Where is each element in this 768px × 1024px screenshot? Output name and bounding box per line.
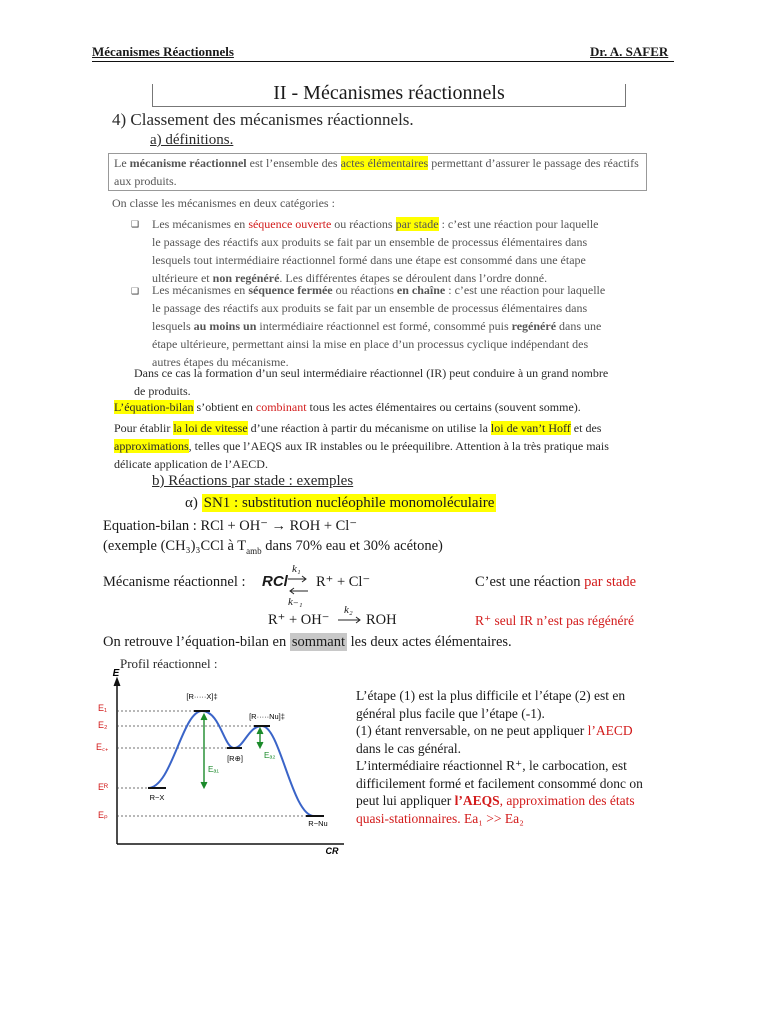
header-right: Dr. A. SAFER — [590, 44, 669, 59]
reaction-curve — [148, 711, 314, 816]
rate-constant-k1: k₁ — [292, 563, 301, 575]
level-er: Eᴿ — [98, 782, 109, 792]
chain-note: Dans ce cas la formation d’un seul intermédiaire réactionnel (IR) peut conduire à un grand nombre de produits. — [134, 366, 609, 398]
section-title: II - Mécanismes réactionnels — [273, 82, 505, 104]
step1-note: C’est une réaction par stade — [475, 574, 637, 590]
intermediate-label: [R⊕] — [227, 754, 243, 763]
sn1-heading: α) SN1 : substitution nucléophile monomoléculaire — [185, 495, 495, 511]
y-axis-label: E — [112, 668, 120, 679]
mechanism-label: Mécanisme réactionnel : — [103, 574, 246, 590]
reaction-arrow-icon — [336, 614, 364, 626]
level-ec: E꜀₊ — [96, 742, 109, 752]
subsection-title: 4) Classement des mécanismes réactionnels. — [112, 110, 414, 129]
mechanism-products-1: R⁺ + Cl⁻ — [316, 574, 371, 590]
step2-note: R⁺ seul IR n’est pas régénéré — [475, 613, 634, 628]
section-title-box — [152, 84, 626, 107]
header-rule — [92, 61, 674, 62]
equation-line: Equation-bilan : RCl + OH⁻ → ROH + Cl⁻ — [103, 518, 357, 534]
bullet-square-icon: ❑ — [131, 219, 140, 229]
rate-law-note: Pour établir la loi de vitesse d’une réaction à partir du mécanisme on utilise la loi de van’t Hoff et des approximations, telles que l’AEQS aux IR instables ou le préequilibre. Attention à la très pratique mais délicate application de l’AECD. — [114, 421, 609, 471]
classify-intro: On classe les mécanismes en deux catégories : — [112, 196, 335, 210]
reactant-label: R−X — [149, 793, 165, 802]
profile-title: Profil réactionnel : — [120, 656, 218, 671]
ea2-label: Eₐ₂ — [264, 751, 276, 760]
mechanism-step2-product: ROH — [366, 612, 397, 628]
level-ep: Eₚ — [98, 810, 108, 820]
bullet-square-icon: ❑ — [131, 286, 140, 296]
level-e2: E₂ — [98, 720, 108, 730]
rate-constant-k2: k₂ — [344, 604, 353, 616]
rate-constant-k-1: k₋₁ — [288, 596, 303, 608]
header-left: Mécanismes Réactionnels — [92, 44, 234, 59]
mechanism-step2-reactants: R⁺ + OH⁻ — [268, 612, 330, 628]
energy-profile-diagram — [92, 666, 352, 854]
sub-b-title: b) Réactions par stade : exemples — [152, 473, 354, 489]
level-e1: E₁ — [98, 703, 108, 713]
ts1-label: [R·····X]‡ — [186, 692, 218, 701]
mechanism-reactant: RCl — [262, 573, 288, 590]
example-line: (exemple (CH₃)₃CCl à $T_{amb}$ dans 70% eau et 30% acétone) — [103, 538, 443, 556]
summary-line: On retrouve l’équation-bilan en sommant les deux actes élémentaires. — [103, 634, 512, 650]
ea1-label: Eₐ₁ — [208, 765, 220, 774]
ts2-label: [R·····Nu]‡ — [249, 712, 285, 721]
profile-commentary: L’étape (1) est la plus difficile et l’étape (2) est en général plus facile que l’étape (-1). (1) étant renversable, on ne peut appliquer l’AECD dans le cas général. L’intermédiaire réactionnel R⁺, le carbocation, est difficilement formé et facilement consommé donc on peut lui appliquer l’AEQS, approximation des états quasi-stationnaires. Ea₁ >> Ea₂ — [356, 688, 643, 826]
product-label: R−Nu — [308, 819, 328, 828]
bullet-closed-sequence: Les mécanismes en séquence fermée ou réactions en chaîne : c’est une réaction pour laquelle le passage des réactifs aux produits se fait par un ensemble de processus élémentaires dans lesquels au moins un intermédiaire réactionnel est formé, consommé puis regénéré dans une étape ultérieure, permettant ainsi la mise en place d’un processus cyclique indépendant des autres étapes du mécanisme. — [152, 283, 606, 369]
sub-a-title: a) définitions. — [150, 132, 234, 148]
y-axis-arrowhead — [114, 678, 120, 686]
equation-bilan-note: L’équation-bilan s’obtient en combinant tous les actes élémentaires ou certains (souvent somme). — [114, 400, 581, 414]
bullet-open-sequence: Les mécanismes en séquence ouverte ou réactions par stade : c’est une réaction pour laquelle le passage des réactifs aux produits se fait par un ensemble de processus élémentaires dans lesquels tout intermédiaire réactionnel formé dans une étape est consommé dans une étape ultérieure et non regénéré. Les différentes étapes se déroulent dans l’ordre donné. — [152, 217, 599, 285]
x-axis-label: CR — [325, 846, 339, 854]
definition-box: Le mécanisme réactionnel est l’ensemble des actes élémentaires permettant d’assurer le passage des réactifs aux produits. — [108, 153, 647, 191]
